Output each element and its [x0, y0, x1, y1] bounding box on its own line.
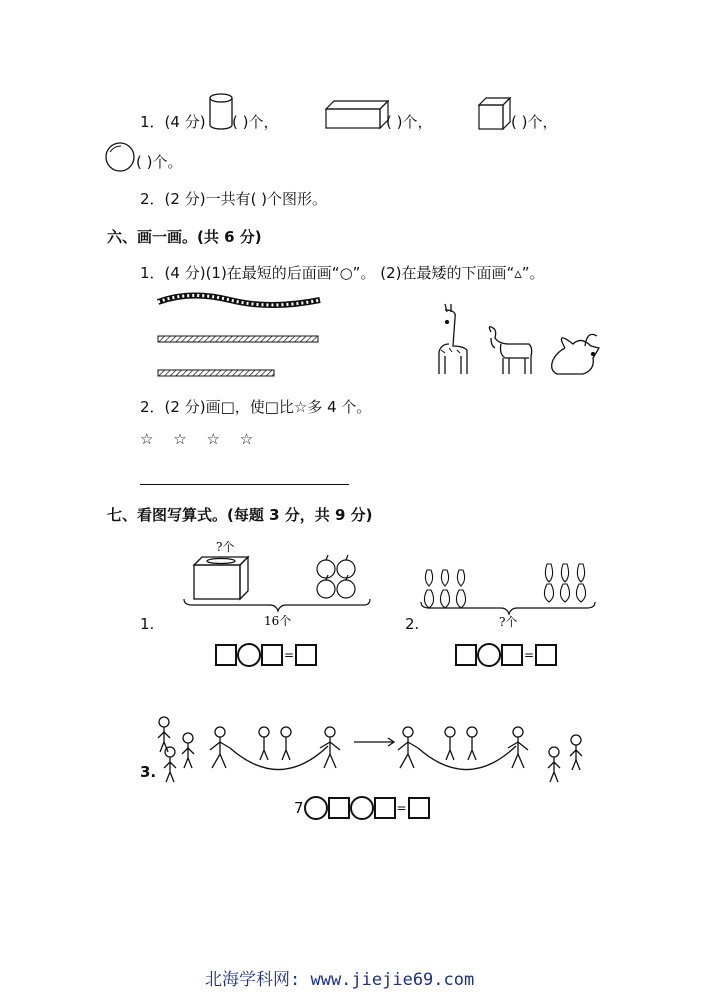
starting-number: 7	[294, 799, 304, 817]
operator-circle[interactable]	[350, 796, 374, 820]
q6-2-text: ．(2 分)画□，使□比☆多 4 个。	[149, 398, 372, 416]
footer-watermark: 北海学科网: www.jiejie69.com	[205, 970, 475, 990]
q5-1-blank-cube: ( )个，	[511, 113, 558, 131]
operator-circle[interactable]	[304, 796, 328, 820]
section7-title: 七、看图写算式。(每题 3 分，共 9 分)	[107, 506, 373, 524]
problem1-question: ?个	[216, 540, 235, 554]
q5-2-line	[140, 188, 327, 209]
q6-2-number: 2	[140, 398, 150, 416]
answer-box[interactable]	[535, 644, 557, 666]
rabbit-figure	[552, 334, 599, 374]
equals-sign: =	[284, 648, 295, 662]
brace	[184, 599, 370, 611]
animals-figure	[425, 300, 605, 382]
problem2-equation	[455, 643, 557, 667]
problem3-equation	[294, 796, 430, 820]
answer-box[interactable]	[261, 644, 283, 666]
q6-1-line	[140, 262, 545, 283]
jumping-group-1	[210, 727, 340, 770]
pears-right	[544, 564, 585, 602]
kids-group-left	[158, 717, 194, 782]
star-icon: ☆	[239, 430, 254, 448]
problem1-figure	[180, 537, 380, 629]
answer-box[interactable]	[408, 797, 430, 819]
q6-1-number: 1	[140, 264, 150, 282]
goat-figure	[489, 327, 531, 374]
stars-row	[140, 430, 253, 448]
pears-left	[424, 570, 465, 608]
q5-1-number: 1	[140, 113, 150, 131]
q5-2-number: 2	[140, 190, 150, 208]
problem3-label: 3.	[140, 763, 157, 781]
short-rope	[158, 370, 274, 376]
problem1-label: 1.	[140, 615, 155, 633]
q5-1-line	[140, 111, 206, 132]
answer-line[interactable]	[140, 484, 349, 485]
ropes-figure	[150, 288, 330, 380]
equals-sign: =	[524, 648, 535, 662]
q6-2-line	[140, 396, 371, 417]
star-icon: ☆	[173, 430, 187, 448]
medium-rope	[158, 336, 318, 342]
answer-box[interactable]	[374, 797, 396, 819]
cube-figure	[478, 97, 512, 131]
answer-box[interactable]	[295, 644, 317, 666]
q5-1-blank-cylinder: ( )个，	[232, 113, 279, 131]
apples-figure	[317, 555, 355, 598]
section6-title: 六、画一画。(共 6 分)	[107, 228, 262, 246]
star-icon: ☆	[206, 430, 220, 448]
q5-1-blank-sphere: ( )个。	[136, 153, 183, 171]
answer-box[interactable]	[328, 797, 350, 819]
arrow	[354, 738, 394, 746]
jump-rope	[230, 746, 328, 770]
q6-1-text: ．(4 分)(1)在最短的后面画“○”。 (2)在最矮的下面画“▵”。	[149, 264, 545, 282]
q5-1-blank-cuboid: ( )个，	[386, 113, 433, 131]
jumping-group-2	[398, 727, 528, 770]
problem1-total: 16个	[264, 614, 292, 628]
box-figure	[194, 557, 248, 599]
equals-sign: =	[396, 801, 407, 815]
answer-box[interactable]	[455, 644, 477, 666]
problem1-equation	[215, 643, 317, 667]
cylinder-figure	[208, 93, 234, 131]
problem3-figure	[150, 712, 600, 787]
operator-circle[interactable]	[477, 643, 501, 667]
q5-2-text: ．(2 分)一共有( )个图形。	[149, 190, 328, 208]
q5-1-score: ．(4 分)	[149, 113, 206, 131]
star-icon: ☆	[140, 430, 154, 448]
answer-box[interactable]	[501, 644, 523, 666]
sphere-figure	[104, 141, 136, 173]
problem2-figure	[415, 550, 605, 630]
kids-group-right	[548, 735, 582, 782]
problem2-question: ?个	[499, 615, 518, 629]
problem2-label: 2.	[405, 615, 420, 633]
giraffe-figure	[439, 304, 467, 374]
cuboid-figure	[325, 100, 389, 130]
jump-rope	[418, 746, 516, 770]
operator-circle[interactable]	[237, 643, 261, 667]
answer-box[interactable]	[215, 644, 237, 666]
